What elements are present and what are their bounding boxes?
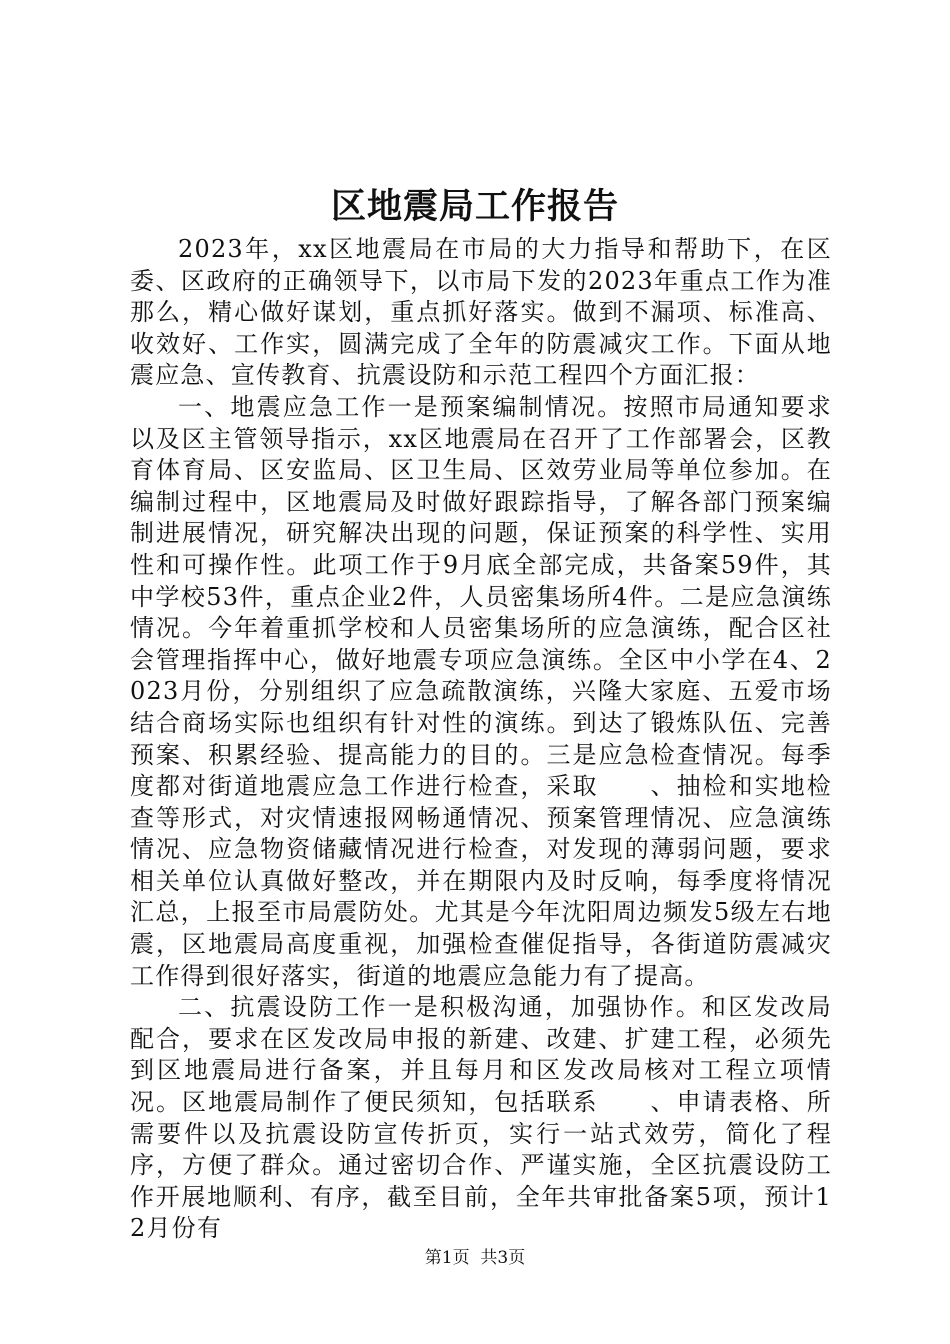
page-number: 第1页 bbox=[424, 1248, 470, 1268]
page-footer bbox=[0, 1246, 950, 1270]
document-body bbox=[130, 234, 832, 1245]
document-title: 区地震局工作报告 bbox=[330, 186, 619, 227]
paragraph-seismic-fortification: 二、抗震设防工作一是积极沟通，加强协作。和区发改局配合，要求在区发改局申报的新建、改建、扩建工程，必须先到区地震局进行备案，并且每月和区发改局核对工程立项情况。区地震局制作了便民须知，包括联系 、申请表格、所需要件以及抗震设防宣传折页，实行一站式效劳，简化了程序，方便了群众。通过密切合作、严谨实施，全区抗震设防工作开展地顺利、有序，截至目前，全年共审批备案5项，预计12月份有 bbox=[130, 993, 832, 1243]
page-total: 共3页 bbox=[480, 1248, 526, 1268]
footer-spacer bbox=[470, 1248, 481, 1268]
paragraph-intro: 2023年，xx区地震局在市局的大力指导和帮助下，在区委、区政府的正确领导下，以市局下发的2023年重点工作为准那么，精心做好谋划，重点抓好落实。做到不漏项、标准高、收效好、工作实，圆满完成了全年的防震减灾工作。下面从地震应急、宣传教育、抗震设防和示范工程四个方面汇报： bbox=[130, 235, 832, 390]
paragraph-earthquake-emergency: 一、地震应急工作一是预案编制情况。按照市局通知要求以及区主管领导指示，xx区地震局在召开了工作部署会，区教育体育局、区安监局、区卫生局、区效劳业局等单位参加。在编制过程中，区地震局及时做好跟踪指导，了解各部门预案编制进展情况，研究解决出现的问题，保证预案的科学性、实用性和可操作性。此项工作于9月底全部完成，共备案59件，其中学校53件，重点企业2件，人员密集场所4件。二是应急演练情况。今年着重抓学校和人员密集场所的应急演练，配合区社会管理指挥中心，做好地震专项应急演练。全区中小学在4、2023月份，分别组织了应急疏散演练，兴隆大家庭、五爱市场结合商场实际也组织有针对性的演练。到达了锻炼队伍、完善预案、积累经验、提高能力的目的。三是应急检查情况。每季度都对街道地震应急工作进行检查，采取 、抽检和实地检查等形式，对灾情速报网畅通情况、预案管理情况、应急演练情况、应急物资储藏情况进行检查，对发现的薄弱问题，要求相关单位认真做好整改，并在期限内及时反响，每季度将情况汇总，上报至市局震防处。尤其是今年沈阳周边频发5级左右地震，区地震局高度重视，加强检查催促指导，各街道防震减灾工作得到很好落实，街道的地震应急能力有了提高。 bbox=[130, 392, 832, 990]
